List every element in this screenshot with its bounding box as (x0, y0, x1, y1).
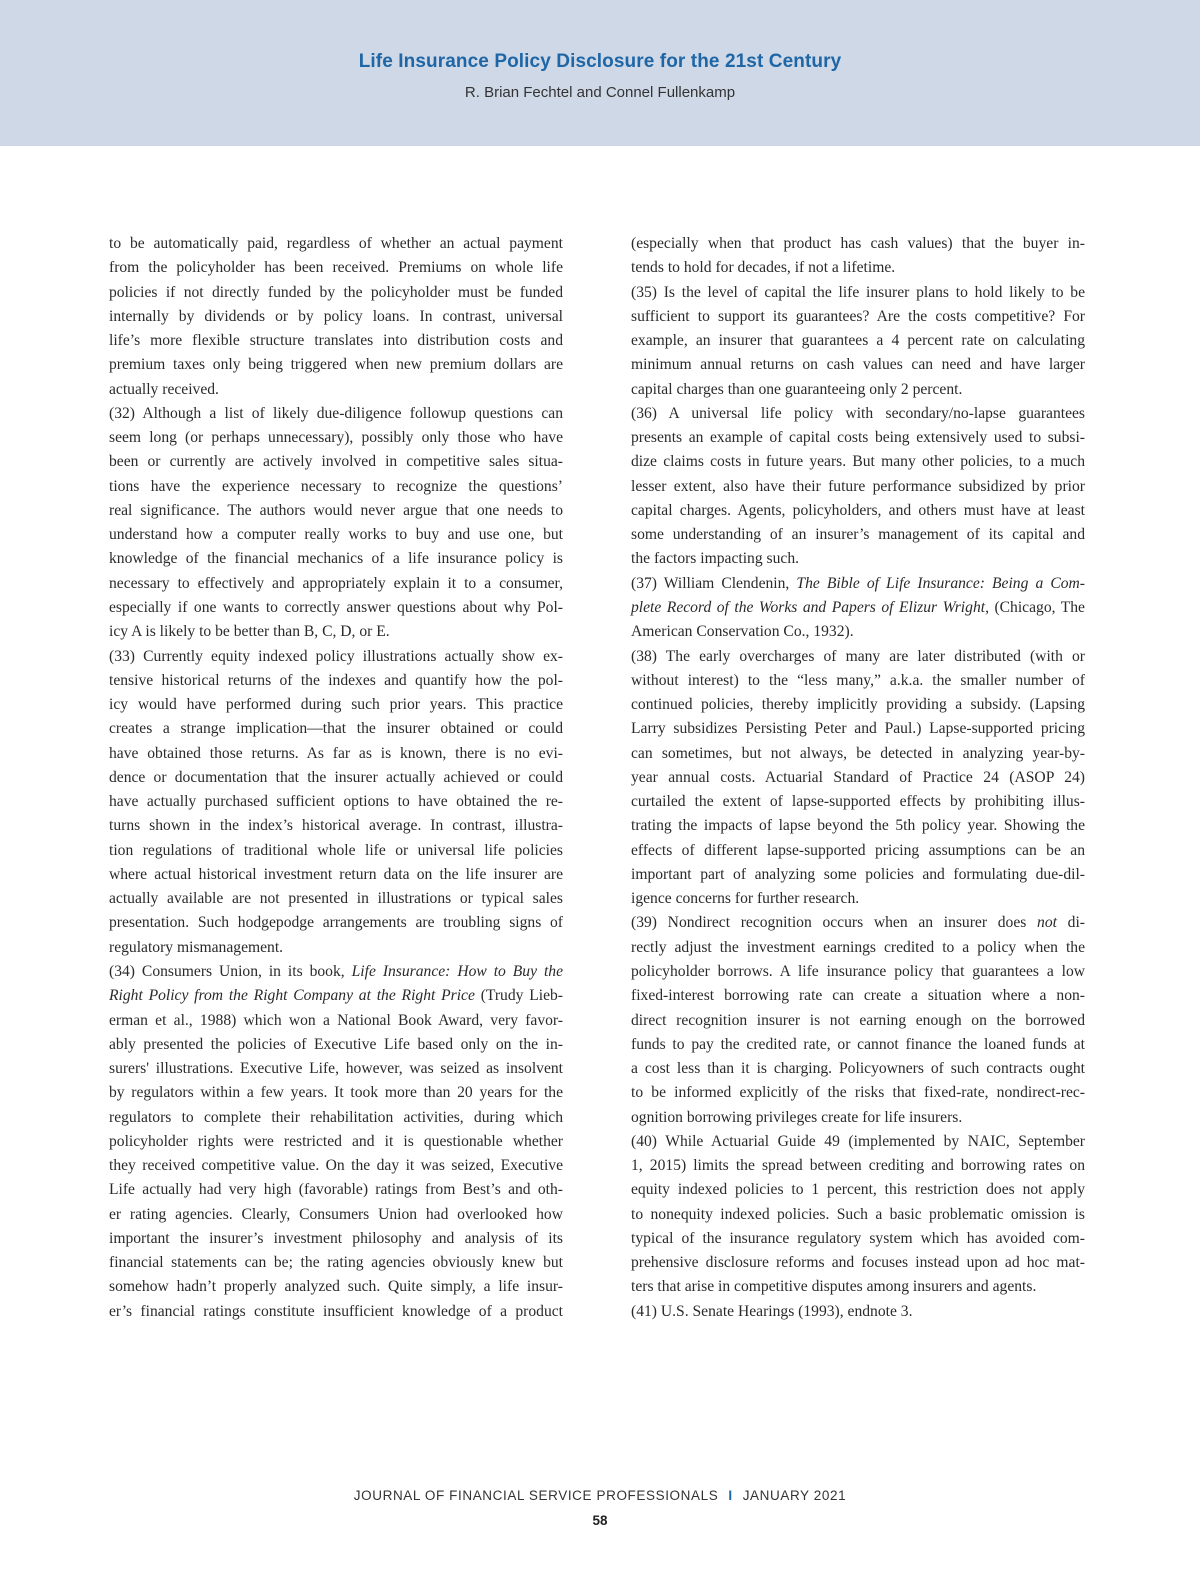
text-line: er rating agencies. Clearly, Consumers Union had overlooked how (109, 1205, 563, 1223)
issue-date: JANUARY 2021 (742, 1488, 847, 1503)
text-line: have obtained those returns. As far as is known, there is no evi- (109, 744, 563, 762)
italic-title: plete Record of the Works and Papers of Elizur Wright, (631, 598, 989, 616)
text-line: tends to hold for decades, if not a lifetime. (631, 259, 896, 277)
text-line: actually received. (109, 380, 219, 398)
text-line: (especially when that product has cash values) that the buyer in- (631, 235, 1085, 252)
footer-journal-line (0, 1488, 1200, 1503)
text-line: a cost less than it is charging. Policyowners of such contracts ought (631, 1060, 1085, 1078)
italic-title: not (1037, 914, 1057, 932)
text-line: have actually purchased sufficient options to have obtained the re- (109, 793, 563, 811)
text-line: internally by dividends or by policy loans. In contrast, universal (109, 307, 563, 325)
text-line: icy A is likely to be better than B, C, D, or E. (109, 623, 390, 641)
right-text-column (631, 232, 1085, 1324)
line-segment: di- (1056, 914, 1085, 932)
text-line: ters that arise in competitive disputes among insurers and agents. (631, 1278, 1037, 1296)
text-line: presents an example of capital costs being extensively used to subsi- (631, 429, 1085, 447)
text-line: to nonequity indexed policies. Such a basic problematic omission is (631, 1205, 1085, 1223)
header-band (0, 0, 1200, 146)
text-line: premium taxes only being triggered when new premium dollars are (109, 356, 563, 374)
text-line: icy would have performed during such prior years. This practice (109, 696, 563, 714)
text-line: continued policies, thereby implicitly providing a subsidy. (Lapsing (631, 696, 1085, 714)
text-line: especially if one wants to correctly answer questions about why Pol- (109, 598, 563, 616)
text-line: (36) A universal life policy with secondary/no-lapse guarantees (631, 404, 1085, 422)
text-line: to be automatically paid, regardless of whether an actual payment (109, 235, 563, 252)
text-line: necessary to effectively and appropriately explain it to a consumer, (109, 574, 563, 592)
text-line: (38) The early overcharges of many are later distributed (with or (631, 647, 1085, 665)
text-line: igence concerns for further research. (631, 890, 860, 908)
text-line (631, 596, 1085, 620)
text-line: Life actually had very high (favorable) ratings from Best’s and oth- (109, 1181, 563, 1199)
text-line: from the policyholder has been received. Premiums on whole life (109, 259, 563, 277)
text-line: presentation. Such hodgepodge arrangements are troubling signs of (109, 914, 563, 932)
text-line: understand how a computer really works to buy and use one, but (109, 526, 563, 544)
text-line: where actual historical investment return data on the life insurer are (109, 865, 563, 883)
article-authors: R. Brian Fechtel and Connel Fullenkamp (464, 84, 736, 101)
text-line: prehensive disclosure reforms and focuses instead upon ad hoc mat- (631, 1254, 1085, 1272)
text-line: by regulators within a few years. It took more than 20 years for the (109, 1084, 563, 1102)
text-line: creates a strange implication—that the insurer obtained or could (109, 720, 563, 738)
text-line: American Conservation Co., 1932). (631, 623, 854, 641)
text-line: ognition borrowing privileges create for life insurers. (631, 1108, 963, 1126)
text-line: life’s more flexible structure translates into distribution costs and (109, 332, 563, 350)
text-line: (32) Although a list of likely due-diligence followup questions can (109, 404, 563, 422)
footer-separator: I (728, 1488, 733, 1503)
text-line: regulatory mismanagement. (109, 938, 284, 956)
journal-name: JOURNAL OF FINANCIAL SERVICE PROFESSIONALS (353, 1488, 719, 1503)
text-line: funds to pay the credited rate, or cannot finance the loaned funds at (631, 1035, 1085, 1053)
text-line (109, 960, 563, 984)
text-line: typical of the insurance regulatory system which has avoided com- (631, 1229, 1085, 1247)
text-line: erman et al., 1988) which won a National Book Award, very favor- (109, 1011, 563, 1029)
text-line: rectly adjust the investment earnings credited to a policy when the (631, 938, 1085, 956)
text-line (631, 911, 1085, 935)
text-line: actually available are not presented in illustrations or typical sales (109, 890, 563, 908)
italic-title: Life Insurance: How to Buy the (351, 962, 564, 980)
text-line: (33) Currently equity indexed policy illustrations actually show ex- (109, 647, 563, 665)
text-line: been or currently are actively involved in competitive sales situa- (109, 453, 563, 471)
text-line: the factors impacting such. (631, 550, 800, 568)
line-segment: (34) Consumers Union, in its book, (109, 962, 352, 980)
text-line: policies if not directly funded by the policyholder must be funded (109, 283, 563, 301)
text-line: without interest) to the “less many,” a.k.a. the smaller number of (631, 671, 1085, 689)
text-line: (35) Is the level of capital the life insurer plans to hold likely to be (631, 283, 1085, 301)
text-line: effects of different lapse-supported pricing assumptions can be an (631, 841, 1085, 859)
text-line: tion regulations of traditional whole life or universal life policies (109, 841, 563, 859)
text-line: important the insurer’s investment philosophy and analysis of its (109, 1229, 563, 1247)
text-line: equity indexed policies to 1 percent, this restriction does not apply (631, 1181, 1085, 1199)
text-line: dence or documentation that the insurer actually achieved or could (109, 768, 563, 786)
text-line: curtailed the extent of lapse-supported effects by prohibiting illus- (631, 793, 1085, 811)
line-segment: (39) Nondirect recognition occurs when an insurer does (631, 914, 1038, 932)
italic-title: The Bible of Life Insurance: Being a Com- (796, 574, 1085, 592)
text-line: financial statements can be; the rating agencies obviously knew but (109, 1254, 563, 1272)
text-line: tensive historical returns of the indexes and quantify how the pol- (109, 671, 563, 689)
text-line: er’s financial ratings constitute insufficient knowledge of a product (109, 1302, 563, 1320)
text-line: direct recognition insurer is not earning enough on the borrowed (631, 1011, 1085, 1029)
text-line: sufficient to support its guarantees? Are the costs competitive? For (631, 307, 1085, 325)
text-line: ably presented the policies of Executive Life based only on the in- (109, 1035, 563, 1053)
text-line: can sometimes, but not always, be detected in analyzing year-by- (631, 744, 1085, 762)
article-title: Life Insurance Policy Disclosure for the 21st Century (358, 51, 842, 72)
text-line: regulators to complete their rehabilitation activities, during which (109, 1108, 563, 1126)
text-line: dize claims costs in future years. But many other policies, to a much (631, 453, 1085, 471)
left-text-column (109, 232, 563, 1324)
text-line: minimum annual returns on cash values can need and have larger (631, 356, 1085, 374)
text-line: seem long (or perhaps unnecessary), possibly only those who have (109, 429, 563, 447)
text-line: (40) While Actuarial Guide 49 (implemented by NAIC, September (631, 1132, 1085, 1150)
italic-title: Right Policy from the Right Company at the Right Price (109, 987, 475, 1005)
text-line: real significance. The authors would never argue that one needs to (109, 501, 563, 519)
text-line: turns shown in the index’s historical average. In contrast, illustra- (109, 817, 563, 835)
text-line: some understanding of an insurer’s management of its capital and (631, 526, 1085, 544)
text-line: (41) U.S. Senate Hearings (1993), endnote 3. (631, 1302, 913, 1320)
text-line: capital charges than one guaranteeing only 2 percent. (631, 380, 963, 398)
text-line: capital charges. Agents, policyholders, and others must have at least (631, 501, 1085, 519)
page-number: 58 (592, 1513, 608, 1528)
line-segment: (Chicago, The (988, 598, 1085, 616)
text-line: policyholder rights were restricted and it is questionable whether (109, 1132, 563, 1150)
text-line: surers' illustrations. Executive Life, however, was seized as insolvent (109, 1060, 563, 1078)
text-line: to be informed explicitly of the risks that fixed-rate, nondirect-rec- (631, 1084, 1085, 1102)
text-line (631, 572, 1085, 596)
text-line: they received competitive value. On the day it was seized, Executive (109, 1157, 563, 1175)
line-segment: (37) William Clendenin, (631, 574, 797, 592)
text-line: tions have the experience necessary to recognize the questions’ (109, 477, 563, 495)
line-segment: (Trudy Lieb- (474, 987, 563, 1005)
text-line: lesser extent, also have their future performance subsidized by prior (631, 477, 1085, 495)
text-line: 1, 2015) limits the spread between crediting and borrowing rates on (631, 1157, 1085, 1175)
text-line: Larry subsidizes Persisting Peter and Paul.) Lapse-supported pricing (631, 720, 1085, 738)
text-line: example, an insurer that guarantees a 4 percent rate on calculating (631, 332, 1085, 350)
text-line: knowledge of the financial mechanics of a life insurance policy is (109, 550, 563, 568)
text-line: important part of analyzing some policies and formulating due-dil- (631, 865, 1085, 883)
text-line (109, 984, 563, 1008)
text-line: somehow hadn’t properly analyzed such. Quite simply, a life insur- (109, 1278, 563, 1296)
text-line: year annual costs. Actuarial Standard of Practice 24 (ASOP 24) (631, 768, 1085, 786)
text-line: trating the impacts of lapse beyond the 5th policy year. Showing the (631, 817, 1085, 835)
text-line: policyholder borrows. A life insurance policy that guarantees a low (631, 962, 1085, 980)
text-line: fixed-interest borrowing rate can create a situation where a non- (631, 987, 1085, 1005)
